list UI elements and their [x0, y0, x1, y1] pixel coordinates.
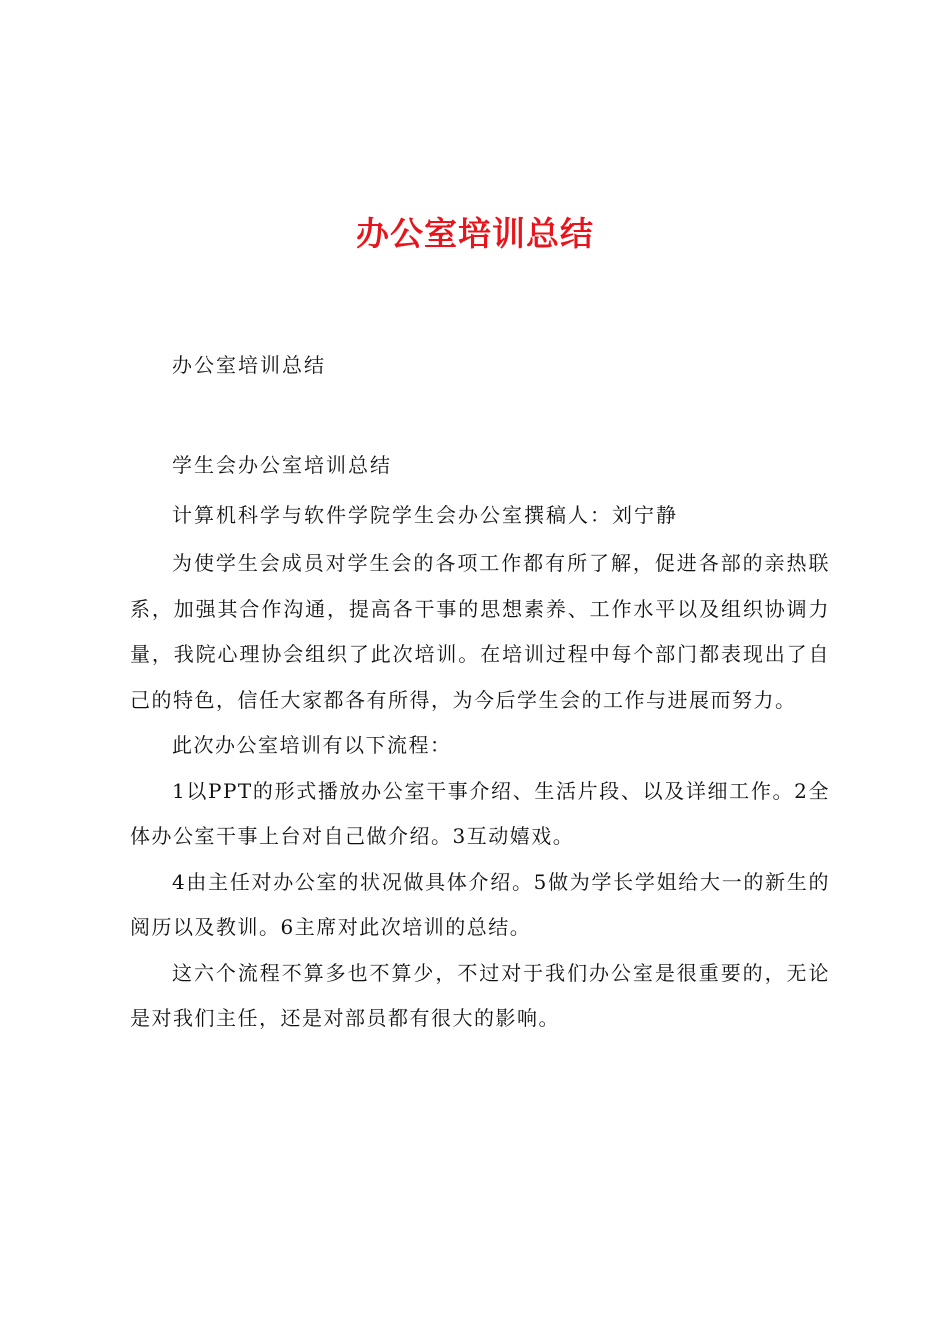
paragraph-process-heading: 此次办公室培训有以下流程： [172, 733, 452, 757]
body-paragraphs [130, 541, 830, 1042]
paragraph-steps-1-3: 1以PPT的形式播放办公室干事介绍、生活片段、以及详细工作。2全体办公室干事上台对自己做介绍。3互动嬉戏。 [130, 778, 830, 848]
section-heading: 学生会办公室培训总结 [172, 453, 392, 477]
byline: 计算机科学与软件学院学生会办公室撰稿人：刘宁静 [172, 503, 678, 527]
paragraph-intro: 为使学生会成员对学生会的各项工作都有所了解，促进各部的亲热联系，加强其合作沟通，提高各干事的思想素养、工作水平以及组织协调力量，我院心理协会组织了此次培训。在培训过程中每个部门都表现出了自己的特色，信任大家都各有所得，为今后学生会的工作与进展而努力。 [130, 551, 830, 712]
document-title: 办公室培训总结 [356, 214, 594, 253]
document-subtitle: 办公室培训总结 [172, 353, 326, 377]
paragraph-conclusion: 这六个流程不算多也不算少，不过对于我们办公室是很重要的，无论是对我们主任，还是对部员都有很大的影响。 [130, 960, 830, 1030]
paragraph-steps-4-6: 4由主任对办公室的状况做具体介绍。5做为学长学姐给大一的新生的阅历以及教训。6主席对此次培训的总结。 [130, 869, 830, 939]
